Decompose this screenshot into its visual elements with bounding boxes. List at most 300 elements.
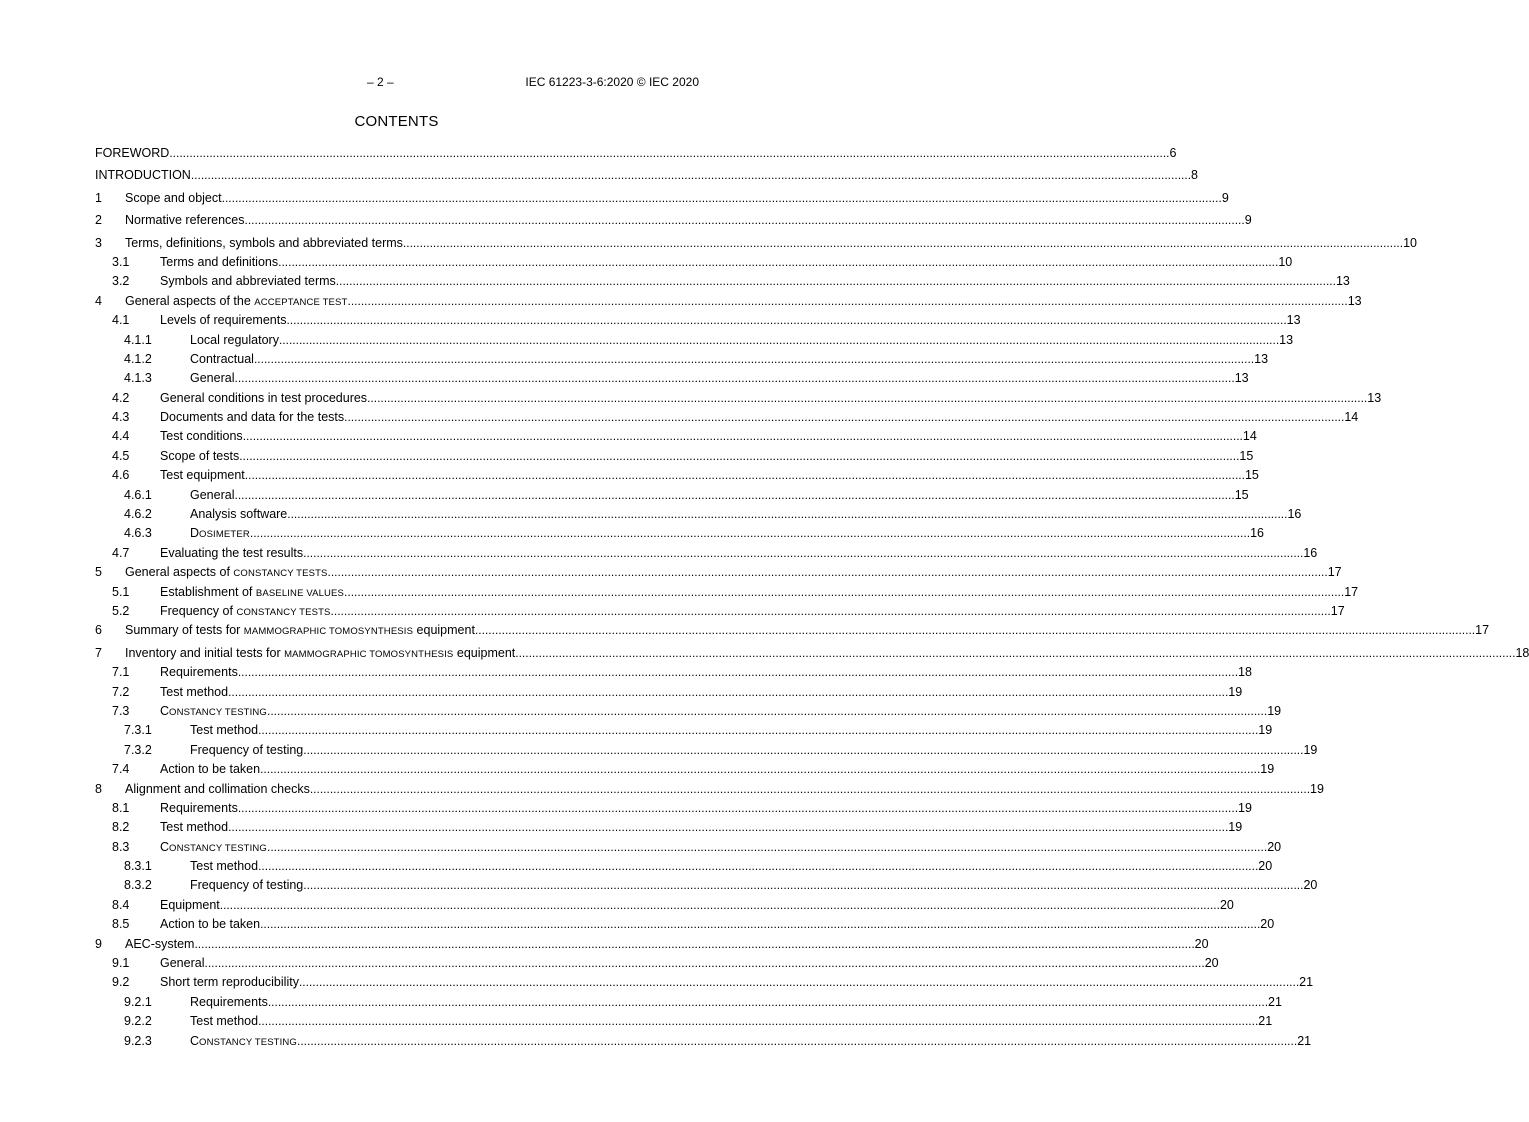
toc-entry-title [125, 780, 310, 799]
toc-entry-line [125, 644, 1529, 664]
toc-entry-title-text: General conditions in test procedures [160, 390, 368, 405]
toc-entry-line [125, 234, 1418, 253]
dot-leader: ............................................................................................................................................................................................................................................................................................................ [253, 351, 1255, 366]
toc-entry[interactable] [95, 799, 1252, 818]
toc-entry[interactable] [95, 466, 1259, 485]
toc-entry-number: 4.4 [112, 429, 130, 444]
toc-entry-line [125, 935, 1209, 954]
dot-leader: ............................................................................................................................................................................................................................................................................................................ [278, 332, 1280, 347]
toc-entry-page: 16 [1287, 507, 1302, 522]
toc-entry-title-text: Contractual [190, 351, 254, 366]
toc-entry-line [190, 350, 1269, 369]
toc-entry-title [125, 189, 222, 208]
dot-leader: ............................................................................................................................................................................................................................................................................................................ [286, 313, 1287, 328]
toc-entry[interactable] [95, 818, 1243, 837]
toc-entry-title-text: Terms and definitions [160, 254, 279, 269]
toc-entry[interactable] [95, 369, 1249, 388]
toc-entry-number: 8.2 [112, 820, 130, 835]
toc-entry-title-smallcaps: MAMMOGRAPHIC TOMOSYNTHESIS [243, 626, 414, 638]
toc-entry-line [125, 211, 1252, 230]
toc-entry-title [160, 799, 238, 818]
toc-entry-title [190, 369, 234, 388]
toc-entry-line [160, 683, 1243, 702]
toc-entry-page: 19 [1267, 703, 1282, 718]
toc-entry[interactable] [95, 350, 1269, 369]
toc-entry-title-text: AEC-system [125, 936, 195, 951]
toc-entry-line [190, 1032, 1312, 1052]
toc-entry[interactable] [95, 272, 1350, 291]
toc-entry-line [125, 292, 1362, 312]
toc-entry-number: 4.6.3 [124, 526, 152, 541]
toc-entry-number: 4.2 [112, 390, 130, 405]
toc-entry-title-smallcaps: CONSTANCY TESTS [233, 568, 328, 580]
toc-entry-title [125, 211, 245, 230]
toc-entry-page: 16 [1303, 545, 1318, 560]
toc-entry[interactable] [95, 876, 1318, 895]
toc-entry-title [190, 524, 250, 544]
toc-entry[interactable] [95, 189, 1229, 208]
dot-leader: ............................................................................................................................................................................................................................................................................................................ [344, 410, 1345, 425]
toc-entry-number: 5.2 [112, 603, 130, 618]
toc-entry[interactable] [95, 1012, 1273, 1031]
toc-entry-title [95, 144, 169, 163]
toc-entry[interactable] [95, 780, 1324, 799]
toc-entry-line [160, 663, 1252, 682]
toc-entry-title [125, 563, 328, 583]
toc-entry[interactable] [95, 683, 1243, 702]
standard-reference: IEC 61223-3-6:2020 © IEC 2020 [525, 75, 699, 89]
toc-entry-number: 7.3 [112, 703, 130, 718]
toc-entry[interactable] [95, 741, 1318, 760]
toc-entry[interactable] [95, 408, 1359, 427]
toc-entry[interactable] [95, 505, 1302, 524]
toc-entry-number: 4.1.2 [124, 351, 152, 366]
toc-entry-number: 4.6.2 [124, 507, 152, 522]
dot-leader: ............................................................................................................................................................................................................................................................................................................ [260, 917, 1261, 932]
toc-entry-title-text: equipment [453, 645, 516, 660]
toc-entry-title-text: Analysis software [190, 507, 288, 522]
toc-entry-page: 20 [1258, 859, 1273, 874]
toc-entry[interactable] [95, 838, 1282, 857]
toc-entry-line [190, 331, 1294, 350]
toc-entry[interactable] [95, 211, 1252, 230]
toc-entry-title-text: equipment [413, 623, 475, 638]
toc-entry-page: 10 [1278, 254, 1293, 269]
toc-entry-title-text: General [190, 371, 235, 386]
dot-leader: ............................................................................................................................................................................................................................................................................................................ [237, 665, 1239, 680]
toc-entry-title-text: Symbols and abbreviated terms [160, 274, 336, 289]
toc-entry-title-text: General [190, 487, 235, 502]
dot-leader: ............................................................................................................................................................................................................................................................................................................ [221, 190, 1222, 205]
toc-entry-title [160, 583, 344, 603]
toc-entry[interactable] [95, 486, 1249, 505]
toc-entry-title-text: C [160, 839, 170, 854]
toc-entry-title-text: Requirements [160, 665, 238, 680]
toc-entry-number: 2 [95, 213, 102, 228]
toc-entry-line [160, 702, 1282, 722]
dot-leader: ............................................................................................................................................................................................................................................................................................................ [266, 839, 1268, 854]
toc-entry-number: 4.1.1 [124, 332, 152, 347]
toc-entry-number: 8.3.2 [124, 878, 152, 893]
toc-entry-number: 7.2 [112, 684, 130, 699]
dot-leader: ............................................................................................................................................................................................................................................................................................................ [194, 936, 1195, 951]
toc-entry-title-text: Test equipment [160, 468, 245, 483]
page-number: – 2 – [367, 75, 394, 89]
toc-entry-page: 21 [1297, 1033, 1312, 1048]
toc-entry-page: 15 [1234, 487, 1249, 502]
toc-entry[interactable] [95, 954, 1219, 973]
toc-entry-line [160, 583, 1359, 603]
toc-entry-title-text: Scope of tests [160, 448, 240, 463]
toc-entry-number: 7.3.2 [124, 742, 152, 757]
toc-entry-line [125, 621, 1490, 641]
toc-entry-title-text: C [160, 703, 170, 718]
toc-entry-line [160, 544, 1318, 563]
toc-entry-title [190, 721, 258, 740]
toc-entry-title [160, 272, 336, 291]
toc-entry-title [160, 683, 228, 702]
toc-entry-page: 10 [1403, 235, 1418, 250]
toc-entry[interactable] [95, 389, 1382, 408]
toc-entry-title [160, 896, 220, 915]
toc-entry-page: 13 [1335, 274, 1350, 289]
toc-entry-page: 9 [1221, 190, 1229, 205]
dot-leader: ............................................................................................................................................................................................................................................................................................................ [260, 762, 1261, 777]
dot-leader: ............................................................................................................................................................................................................................................................................................................ [303, 878, 1304, 893]
toc-entry-page: 19 [1258, 723, 1273, 738]
toc-entry-number: 9.2 [112, 975, 130, 990]
toc-entry-title-text: Equipment [160, 897, 220, 912]
toc-entry-title [160, 447, 239, 466]
toc-entry[interactable] [95, 292, 1362, 311]
toc-entry-number: 4.7 [112, 545, 130, 560]
toc-entry-page: 17 [1330, 603, 1345, 618]
toc-entry-page: 13 [1286, 313, 1301, 328]
toc-entry-title-text: Frequency of [160, 603, 237, 618]
toc-entry-title-text: Short term reproducibility [160, 975, 299, 990]
toc-entry[interactable] [95, 253, 1293, 272]
toc-entry-page: 20 [1303, 878, 1318, 893]
toc-entry-page: 13 [1347, 293, 1362, 308]
toc-entry-page: 19 [1303, 742, 1318, 757]
toc-entry-title-text: General [160, 956, 205, 971]
dot-leader: ............................................................................................................................................................................................................................................................................................................ [347, 293, 1348, 308]
dot-leader: ............................................................................................................................................................................................................................................................................................................ [267, 994, 1269, 1009]
toc-entry-line [125, 189, 1229, 208]
toc-entry-page: 15 [1239, 448, 1254, 463]
toc-entry-page: 14 [1242, 429, 1257, 444]
toc-entry-page: 21 [1258, 1014, 1273, 1029]
toc-entry-title-text: Inventory and initial tests for [125, 645, 285, 660]
toc-entry[interactable] [95, 583, 1359, 602]
toc-entry-number: 4.1 [112, 313, 130, 328]
toc-entry-title [125, 292, 347, 312]
page-header [95, 75, 699, 93]
toc-entry-line [160, 466, 1259, 485]
toc-entry[interactable] [95, 973, 1314, 992]
toc-entry[interactable] [95, 427, 1257, 446]
toc-entry[interactable] [95, 524, 1264, 543]
toc-entry-number: 9.1 [112, 956, 130, 971]
toc-entry-page: 13 [1367, 390, 1382, 405]
toc-entry-number: 4.5 [112, 448, 130, 463]
toc-entry-line [160, 838, 1282, 858]
dot-leader: ............................................................................................................................................................................................................................................................................................................ [367, 390, 1368, 405]
dot-leader: ............................................................................................................................................................................................................................................................................................................ [266, 703, 1268, 718]
toc-entry-page: 19 [1238, 800, 1252, 815]
toc-entry-line [160, 311, 1301, 330]
toc-entry[interactable] [95, 993, 1282, 1012]
toc-entry-line [190, 857, 1273, 876]
toc-entry-line [160, 896, 1234, 915]
toc-entry-page: 21 [1268, 994, 1282, 1009]
toc-entry-page: 17 [1344, 584, 1359, 599]
toc-entry-page: 17 [1475, 623, 1490, 638]
toc-entry-number: 9.2.3 [124, 1033, 152, 1048]
toc-entry-line [190, 486, 1249, 505]
toc-entry-line [190, 721, 1273, 740]
toc-entry-line [95, 166, 1198, 185]
toc-entry-page: 18 [1238, 665, 1252, 680]
dot-leader: ............................................................................................................................................................................................................................................................................................................ [258, 1014, 1259, 1029]
toc-entry-line [190, 741, 1318, 760]
toc-entry-title-smallcaps: OSIMETER [199, 529, 250, 541]
toc-entry-title-smallcaps: ONSTANCY TESTING [199, 1036, 297, 1048]
toc-entry[interactable] [95, 447, 1254, 466]
toc-entry-title-text: Alignment and collimation checks [125, 781, 310, 796]
toc-entry-title-text: Test method [160, 684, 229, 699]
toc-entry-title-text: Requirements [160, 800, 238, 815]
toc-entry-number: 8.3 [112, 839, 130, 854]
toc-entry-title-text: Scope and object [125, 190, 222, 205]
toc-entry-number: 9.2.1 [124, 994, 152, 1009]
dot-leader: ............................................................................................................................................................................................................................................................................................................ [330, 603, 1331, 618]
toc-entry-page: 18 [1515, 645, 1529, 660]
toc-entry-line [160, 973, 1314, 992]
toc-entry-number: 5 [95, 565, 102, 580]
dot-leader: ............................................................................................................................................................................................................................................................................................................ [303, 742, 1304, 757]
toc-entry-page: 13 [1254, 351, 1269, 366]
toc-entry-title-text: Test method [190, 1014, 259, 1029]
toc-entry[interactable] [95, 644, 1529, 663]
toc-entry-title-text: Test conditions [160, 429, 243, 444]
toc-entry-title-text: Test method [190, 859, 259, 874]
dot-leader: ............................................................................................................................................................................................................................................................................................................ [402, 235, 1404, 250]
toc-entry-title-text: FOREWORD [95, 146, 170, 160]
toc-entry[interactable] [95, 234, 1418, 253]
toc-entry-page: 20 [1204, 956, 1219, 971]
toc-entry-number: 9 [95, 936, 102, 951]
toc-entry-number: 7.3.1 [124, 723, 152, 738]
toc-entry-page: 13 [1279, 332, 1294, 347]
toc-entry-title [160, 663, 238, 682]
toc-entry-page: 20 [1267, 839, 1282, 854]
toc-entry-page: 9 [1244, 213, 1252, 228]
toc-entry-title-text: C [190, 1033, 200, 1048]
toc-entry-title-text: Local regulatory [190, 332, 279, 347]
toc-entry-page: 15 [1244, 468, 1259, 483]
toc-entry-number: 1 [95, 190, 102, 205]
toc-entry-line [160, 272, 1350, 291]
toc-entry-title [160, 760, 260, 779]
toc-entry[interactable] [95, 544, 1318, 563]
dot-leader: ............................................................................................................................................................................................................................................................................................................ [237, 800, 1239, 815]
toc-entry-title [190, 857, 258, 876]
dot-leader: ............................................................................................................................................................................................................................................................................................................ [303, 545, 1304, 560]
toc-entry-title [190, 1012, 258, 1031]
toc-entry-title-text: Test method [190, 723, 259, 738]
toc-entry-title-smallcaps: ACCEPTANCE TEST [254, 296, 348, 308]
toc-entry-title-text: Documents and data for the tests [160, 410, 345, 425]
toc-entry-title [95, 166, 191, 185]
dot-leader: ............................................................................................................................................................................................................................................................................................................ [244, 213, 1245, 228]
toc-entry-number: 5.1 [112, 584, 130, 599]
toc-entry-page: 17 [1327, 565, 1342, 580]
toc-entry-title [160, 466, 245, 485]
toc-entry-title-text: D [190, 526, 200, 541]
toc-entry-title [190, 505, 287, 524]
toc-entry-title-text: Test method [160, 820, 229, 835]
toc-entry[interactable] [95, 896, 1234, 915]
page-title: CONTENTS [354, 113, 439, 130]
toc-entry[interactable] [95, 602, 1345, 621]
toc-entry-title [160, 973, 299, 992]
toc-entry[interactable] [95, 311, 1301, 330]
toc-entry-title [190, 350, 254, 369]
toc-entry-page: 14 [1344, 410, 1359, 425]
toc-entry-title-text: Establishment of [160, 584, 256, 599]
toc-entry-title [190, 331, 279, 350]
toc-entry[interactable] [95, 1032, 1312, 1051]
toc-entry-number: 3.1 [112, 254, 130, 269]
toc-entry[interactable] [95, 857, 1273, 876]
dot-leader: ............................................................................................................................................................................................................................................................................................................ [249, 526, 1251, 541]
toc-entry-page: 20 [1194, 936, 1209, 951]
dot-leader: ............................................................................................................................................................................................................................................................................................................ [258, 723, 1259, 738]
toc-entry-title-text: Normative references [125, 213, 245, 228]
dot-leader: ............................................................................................................................................................................................................................................................................................................ [287, 507, 1288, 522]
dot-leader: ............................................................................................................................................................................................................................................................................................................ [169, 146, 1170, 160]
toc-entry-number: 4 [95, 293, 102, 308]
toc-entry[interactable] [95, 702, 1282, 721]
toc-entry-title-text: Action to be taken [160, 762, 261, 777]
toc-entry-line [190, 876, 1318, 895]
dot-leader: ............................................................................................................................................................................................................................................................................................................ [242, 429, 1243, 444]
toc-entry[interactable] [95, 760, 1275, 779]
toc-entry-title [125, 644, 515, 664]
toc-entry-line [125, 780, 1324, 799]
toc-entry-title [190, 993, 268, 1012]
dot-leader: ............................................................................................................................................................................................................................................................................................................ [278, 254, 1279, 269]
toc-entry-title-smallcaps: MAMMOGRAPHIC TOMOSYNTHESIS [284, 648, 454, 660]
toc-entry-number: 8 [95, 781, 102, 796]
toc-entry-page: 21 [1299, 975, 1314, 990]
toc-entry-title-text: Levels of requirements [160, 313, 287, 328]
toc-entry-title-text: Frequency of testing [190, 878, 304, 893]
toc-entry-line [160, 818, 1243, 837]
toc-entry-line [160, 799, 1252, 818]
toc-entry-number: 8.3.1 [124, 859, 152, 874]
toc-entry-line [160, 915, 1275, 934]
dot-leader: ............................................................................................................................................................................................................................................................................................................ [228, 684, 1229, 699]
toc-entry-title [125, 234, 403, 253]
dot-leader: ............................................................................................................................................................................................................................................................................................................ [515, 645, 1516, 660]
dot-leader: ............................................................................................................................................................................................................................................................................................................ [228, 820, 1229, 835]
toc-entry-line [190, 1012, 1273, 1031]
toc-entry-title [190, 1032, 297, 1052]
toc-entry-line [160, 408, 1359, 427]
toc-entry[interactable] [95, 144, 1177, 163]
toc-entry-title [160, 253, 278, 272]
toc-entry-number: 6 [95, 623, 102, 638]
toc-entry-line [190, 369, 1249, 388]
toc-entry-page: 19 [1228, 684, 1243, 699]
toc-entry-line [160, 427, 1257, 446]
toc-entry[interactable] [95, 621, 1490, 640]
toc-entry-title [160, 818, 228, 837]
dot-leader: ............................................................................................................................................................................................................................................................................................................ [204, 956, 1205, 971]
dot-leader: ............................................................................................................................................................................................................................................................................................................ [234, 371, 1235, 386]
toc-entry-page: 20 [1219, 897, 1234, 912]
dot-leader: ............................................................................................................................................................................................................................................................................................................ [190, 168, 1192, 183]
dot-leader: ............................................................................................................................................................................................................................................................................................................ [258, 859, 1259, 874]
toc-entry-title-text: Action to be taken [160, 917, 261, 932]
toc-entry[interactable] [95, 663, 1252, 682]
toc-entry[interactable] [95, 166, 1198, 185]
toc-entry-title-text: INTRODUCTION [95, 168, 191, 183]
toc-entry-title [160, 915, 260, 934]
toc-entry-title [160, 389, 367, 408]
toc-entry-title-text: General aspects of [125, 565, 234, 580]
toc-entry-number: 8.1 [112, 800, 130, 815]
toc-entry-number: 3.2 [112, 274, 130, 289]
toc-entry-number: 7.4 [112, 762, 130, 777]
dot-leader: ............................................................................................................................................................................................................................................................................................................ [234, 487, 1235, 502]
toc-entry-page: 8 [1191, 168, 1198, 183]
toc-entry-line [160, 253, 1293, 272]
toc-entry[interactable] [95, 563, 1342, 582]
toc-entry-title-text: Evaluating the test results [160, 545, 304, 560]
toc-entry-title-smallcaps: ONSTANCY TESTING [169, 842, 267, 854]
toc-entry-number: 8.5 [112, 917, 130, 932]
dot-leader: ............................................................................................................................................................................................................................................................................................................ [244, 468, 1245, 483]
toc-entry-title [160, 838, 267, 858]
toc-entry-title [160, 954, 204, 973]
toc-entry-title [190, 876, 303, 895]
dot-leader: ............................................................................................................................................................................................................................................................................................................ [296, 1033, 1298, 1048]
toc-entry-number: 4.3 [112, 410, 130, 425]
toc-entry-page: 20 [1260, 917, 1275, 932]
dot-leader: ............................................................................................................................................................................................................................................................................................................ [327, 565, 1328, 580]
toc-entry-line [190, 505, 1302, 524]
toc-entry[interactable] [95, 915, 1275, 934]
dot-leader: ............................................................................................................................................................................................................................................................................................................ [309, 781, 1311, 796]
toc-entry-title-smallcaps: CONSTANCY TESTS [236, 606, 331, 618]
toc-entry[interactable] [95, 935, 1209, 954]
dot-leader: ............................................................................................................................................................................................................................................................................................................ [219, 897, 1220, 912]
toc-entry-title [160, 544, 303, 563]
dot-leader: ............................................................................................................................................................................................................................................................................................................ [344, 584, 1345, 599]
toc-entry-line [125, 563, 1342, 583]
toc-entry-number: 3 [95, 235, 102, 250]
toc-entry-line [160, 954, 1219, 973]
toc-entry-title [190, 486, 234, 505]
toc-entry[interactable] [95, 721, 1273, 740]
toc-entry-title [125, 621, 475, 641]
toc-entry[interactable] [95, 331, 1294, 350]
toc-entry-title [125, 935, 194, 954]
toc-entry-number: 7.1 [112, 665, 130, 680]
